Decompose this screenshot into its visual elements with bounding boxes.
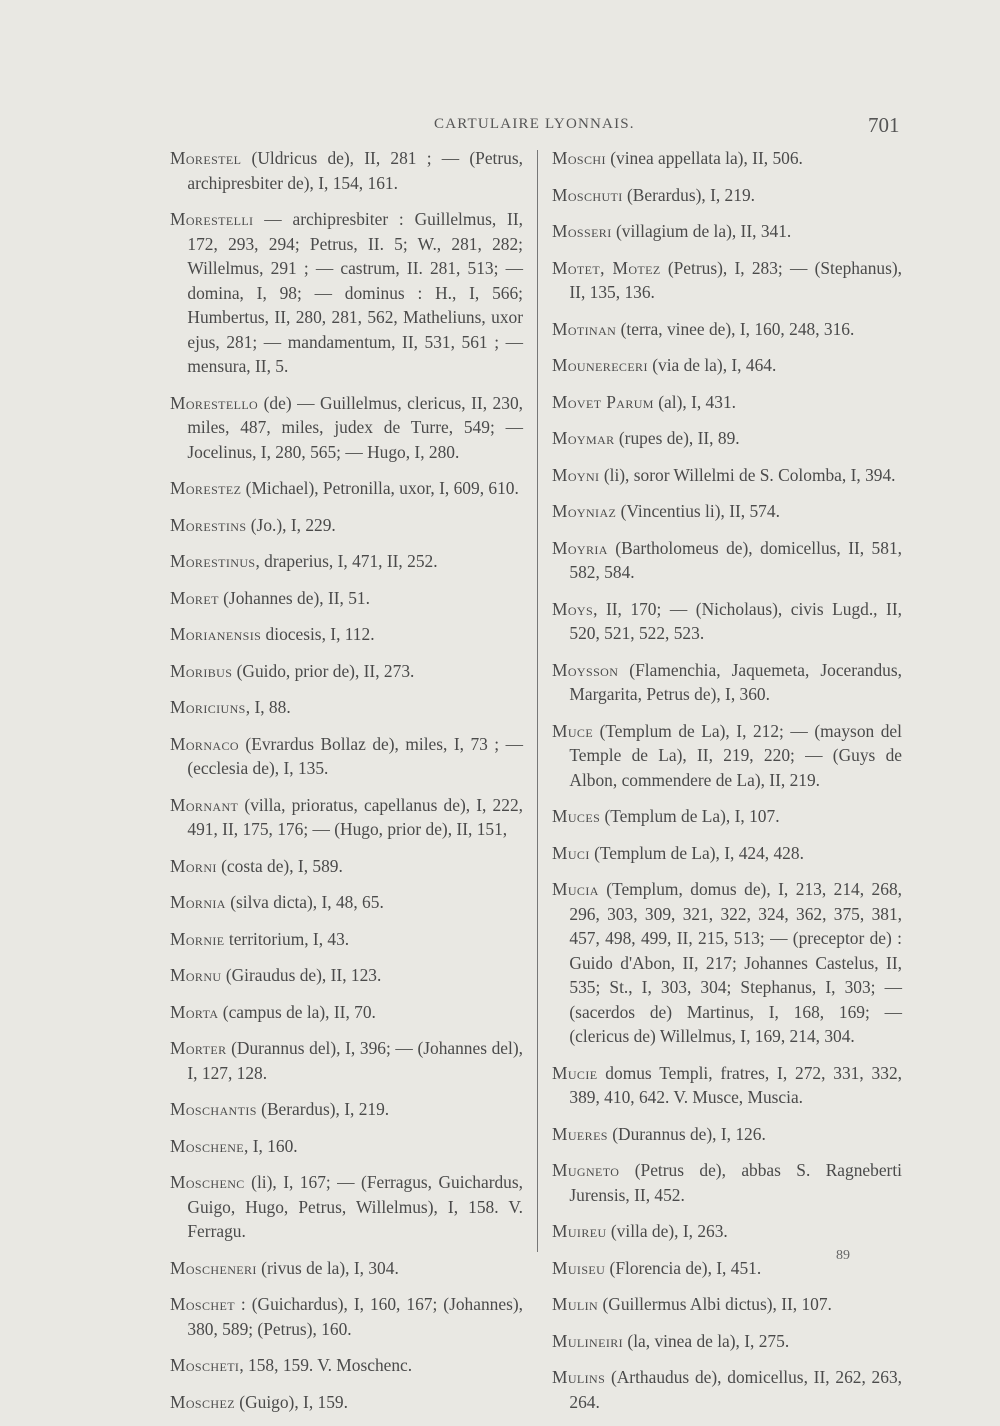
index-entry bbox=[552, 841, 902, 866]
entry-headword: Motinan bbox=[552, 318, 617, 339]
entry-headword: Moschez bbox=[170, 1391, 235, 1412]
index-entry bbox=[170, 586, 523, 611]
entry-headword: Mornie bbox=[170, 928, 225, 949]
entry-headword: Mucie bbox=[552, 1062, 598, 1083]
entry-headword: Moyria bbox=[552, 537, 608, 558]
entry-text: : (Guichardus), I, 160, 167; (Johannes), 380, 589; (Petrus), 160. bbox=[187, 1294, 523, 1339]
index-entry bbox=[552, 1292, 902, 1317]
entry-headword: Moschuti bbox=[552, 184, 623, 205]
index-entry bbox=[552, 390, 902, 415]
entry-text: territorium, I, 43. bbox=[224, 928, 350, 949]
entry-headword: Morestins bbox=[170, 514, 247, 535]
index-entry bbox=[170, 927, 523, 952]
entry-headword: Mueres bbox=[552, 1123, 608, 1144]
index-entry bbox=[552, 719, 902, 793]
entry-headword: Mornaco bbox=[170, 733, 239, 754]
entry-headword: Morter bbox=[170, 1038, 227, 1058]
entry-headword: Moschet bbox=[170, 1294, 235, 1314]
entry-headword: Moriciuns bbox=[170, 697, 246, 717]
index-entry bbox=[552, 183, 902, 208]
index-entry bbox=[552, 1219, 902, 1244]
entry-text: (Guigo), I, 159. bbox=[234, 1391, 348, 1412]
entry-headword: Morianensis bbox=[170, 624, 262, 644]
index-entry bbox=[552, 426, 902, 451]
index-entry bbox=[552, 877, 902, 1049]
entry-text: (costa de), I, 589. bbox=[216, 855, 343, 876]
entry-headword: Moymar bbox=[552, 428, 615, 448]
entry-text: (Florencia de), I, 451. bbox=[605, 1257, 762, 1278]
entry-text: (Arthaudus de), domicellus, II, 262, 263, 264. bbox=[569, 1367, 902, 1412]
entry-text: (Giraudus de), II, 123. bbox=[221, 965, 382, 985]
index-entry bbox=[170, 1097, 523, 1122]
entry-text: (al), I, 431. bbox=[653, 391, 736, 412]
entry-text: (li), soror Willelmi de S. Colomba, I, 394. bbox=[599, 464, 896, 485]
entry-text: (Flamenchia, Jaquemeta, Jocerandus, Margarita, Petrus de), I, 360. bbox=[569, 659, 902, 704]
entry-text: (Michael), Petronilla, uxor, I, 609, 610. bbox=[241, 478, 519, 498]
entry-headword: Muci bbox=[552, 842, 590, 863]
entry-headword: Morestinus bbox=[170, 551, 256, 571]
entry-headword: Muireu bbox=[552, 1221, 607, 1241]
entry-headword: Mugneto bbox=[552, 1160, 620, 1180]
entry-headword: Moscheti bbox=[170, 1355, 240, 1375]
index-entry bbox=[170, 732, 523, 781]
entry-headword: Moscheneri bbox=[170, 1257, 257, 1278]
index-entry bbox=[170, 622, 523, 647]
entry-text: (Guido, prior de), II, 273. bbox=[232, 660, 415, 681]
entry-text: (Petrus), I, 283; — (Stephanus), II, 135, 136. bbox=[569, 257, 902, 302]
entry-text: (Guillermus Albi dictus), II, 107. bbox=[598, 1294, 832, 1314]
index-entry bbox=[170, 854, 523, 879]
index-entry bbox=[552, 1061, 902, 1110]
index-entry bbox=[552, 463, 902, 488]
entry-text: domus Templi, fratres, I, 272, 331, 332, 389, 410, 642. V. Musce, Muscia. bbox=[569, 1062, 902, 1107]
index-entry bbox=[552, 146, 902, 171]
entry-text: (Petrus de), abbas S. Ragneberti Jurensis, II, 452. bbox=[569, 1160, 902, 1205]
entry-text: (rivus de la), I, 304. bbox=[256, 1257, 399, 1278]
index-entry bbox=[552, 1329, 902, 1354]
entry-text: (rupes de), II, 89. bbox=[614, 428, 740, 448]
index-entry bbox=[170, 391, 523, 465]
index-entry bbox=[552, 353, 902, 378]
entry-text: (la, vinea de la), I, 275. bbox=[623, 1330, 790, 1351]
entry-headword: Moys bbox=[552, 598, 594, 619]
entry-text: , 158, 159. V. Moschenc. bbox=[239, 1355, 413, 1375]
index-entry bbox=[170, 549, 523, 574]
index-entry bbox=[170, 1170, 523, 1244]
entry-text: (silva dicta), I, 48, 65. bbox=[225, 892, 384, 912]
entry-text: (Berardus), I, 219. bbox=[622, 184, 755, 205]
index-entry bbox=[170, 1353, 523, 1378]
index-entry bbox=[170, 1036, 523, 1085]
entry-headword: Mulineiri bbox=[552, 1330, 624, 1351]
signature-mark: 89 bbox=[836, 1248, 850, 1263]
entry-headword: Moret bbox=[170, 587, 219, 608]
index-entry bbox=[170, 1000, 523, 1025]
entry-headword: Moyni bbox=[552, 464, 600, 485]
entry-headword: Mornia bbox=[170, 892, 226, 912]
entry-headword: Muiseu bbox=[552, 1257, 606, 1278]
entry-text: (Uldricus de), II, 281 ; — (Petrus, archipresbiter de), I, 154, 161. bbox=[187, 148, 523, 193]
index-entry bbox=[170, 1292, 523, 1341]
index-entry bbox=[170, 1390, 523, 1415]
entry-text: — archipresbiter : Guillelmus, II, 172, 293, 294; Petrus, II. 5; W., 281, 282; Willelmus, 291 ; — castrum, II. 281, 513; — domina, I, 98; — dominus : H., I, 566; Humbertus, II, 280, 281, 562, Matheliuns, uxor ejus, 281; — mandamentum, II, 531, 561 ; — mensura, II, 5. bbox=[187, 209, 523, 376]
index-entry bbox=[170, 146, 523, 195]
entry-headword: Morestez bbox=[170, 478, 242, 498]
entry-text: , I, 160. bbox=[244, 1135, 298, 1156]
index-entry bbox=[552, 804, 902, 829]
entry-text: (villa de), I, 263. bbox=[606, 1221, 728, 1241]
entry-headword: Morestello bbox=[170, 392, 259, 413]
entry-text: (villa, prioratus, capellanus de), I, 222, 491, II, 175, 176; — (Hugo, prior de), II, 151, bbox=[187, 794, 523, 839]
left-column bbox=[170, 146, 523, 1426]
entry-headword: Moribus bbox=[170, 660, 233, 681]
entry-text: , draperius, I, 471, II, 252. bbox=[255, 551, 438, 571]
entry-text: (Johannes de), II, 51. bbox=[218, 587, 370, 608]
index-entry bbox=[170, 1134, 523, 1159]
index-entry bbox=[170, 659, 523, 684]
index-entry bbox=[552, 597, 902, 646]
index-entry bbox=[552, 536, 902, 585]
entry-text: (Templum de La), I, 212; — (mayson del Temple de La), II, 219, 220; — (Guys de Albon, commendere de La), II, 219. bbox=[569, 720, 902, 790]
index-entry bbox=[170, 476, 523, 501]
index-entry bbox=[552, 1365, 902, 1414]
entry-headword: Morestel bbox=[170, 148, 242, 168]
entry-headword: Mornu bbox=[170, 965, 222, 985]
entry-headword: Morni bbox=[170, 855, 217, 876]
entry-text: , I, 88. bbox=[245, 697, 291, 717]
index-entry bbox=[552, 1122, 902, 1147]
entry-headword: Mosseri bbox=[552, 221, 612, 241]
entry-headword: Morestelli bbox=[170, 209, 254, 229]
index-entry bbox=[170, 963, 523, 988]
index-entry bbox=[170, 207, 523, 379]
entry-text: (vinea appellata la), II, 506. bbox=[605, 148, 803, 168]
entry-text: (Jo.), I, 229. bbox=[246, 514, 336, 535]
index-entry bbox=[170, 513, 523, 538]
entry-text: (Templum, domus de), I, 213, 214, 268, 296, 303, 309, 321, 322, 324, 362, 375, 381, 457, 498, 499, II, 215, 513; — (preceptor de) : Guido d'Abon, II, 217; Johannes Castelus, II, 535; St., I, 303, 304; Stephanus, I, 303; — (sacerdos de) Martinus, I, 168, 169; — (clericus de) Willelmus, I, 169, 214, 304. bbox=[569, 879, 902, 1046]
index-entry bbox=[552, 499, 902, 524]
entry-headword: Mulin bbox=[552, 1294, 599, 1314]
entry-text: (Durannus del), I, 396; — (Johannes del), I, 127, 128. bbox=[187, 1038, 523, 1083]
entry-text: (Vincentius li), II, 574. bbox=[616, 501, 780, 521]
entry-headword: Moyniaz bbox=[552, 501, 617, 521]
entry-text: (Templum de La), I, 107. bbox=[600, 806, 780, 826]
index-entry bbox=[170, 793, 523, 842]
entry-text: (de) — Guillelmus, clericus, II, 230, miles, 487, miles, judex de Turre, 549; — Jocelinus, I, 280, 565; — Hugo, I, 280. bbox=[187, 392, 523, 462]
entry-headword: Muce bbox=[552, 720, 594, 741]
entry-headword: Morta bbox=[170, 1001, 219, 1022]
entry-text: (via de la), I, 464. bbox=[647, 355, 777, 375]
entry-text: (Berardus), I, 219. bbox=[256, 1099, 390, 1119]
index-entry bbox=[552, 1158, 902, 1207]
page-number: 701 bbox=[868, 113, 900, 137]
entry-text: (Evrardus Bollaz de), miles, I, 73 ; — (ecclesia de), I, 135. bbox=[187, 733, 523, 778]
index-entry bbox=[552, 256, 902, 305]
entry-headword: Muces bbox=[552, 806, 601, 826]
index-entry bbox=[552, 219, 902, 244]
entry-text: , II, 170; — (Nicholaus), civis Lugd., II, 520, 521, 522, 523. bbox=[569, 598, 902, 643]
column-divider bbox=[537, 150, 538, 1252]
entry-headword: Moysson bbox=[552, 659, 619, 680]
entry-headword: Moschi bbox=[552, 148, 606, 168]
index-entry bbox=[552, 317, 902, 342]
entry-headword: Mucia bbox=[552, 879, 599, 899]
entry-text: (terra, vinee de), I, 160, 248, 316. bbox=[616, 318, 855, 339]
entry-text: (li), I, 167; — (Ferragus, Guichardus, Guigo, Hugo, Petrus, Willelmus), I, 158. V. Ferragu. bbox=[187, 1172, 523, 1241]
entry-headword: Moschenc bbox=[170, 1172, 245, 1192]
running-title: CARTULAIRE LYONNAIS. bbox=[434, 116, 635, 132]
index-entry bbox=[170, 890, 523, 915]
entry-text: (Templum de La), I, 424, 428. bbox=[589, 842, 804, 863]
entry-text: (villagium de la), II, 341. bbox=[611, 221, 792, 241]
entry-headword: Movet Parum bbox=[552, 391, 654, 412]
entry-headword: Motet, Motez bbox=[552, 257, 661, 278]
index-entry bbox=[552, 658, 902, 707]
index-entry bbox=[170, 1256, 523, 1281]
index-entry bbox=[170, 695, 523, 720]
entry-headword: Mornant bbox=[170, 794, 239, 815]
entry-text: (Bartholomeus de), domicellus, II, 581, 582, 584. bbox=[569, 537, 902, 582]
entry-headword: Mounereceri bbox=[552, 355, 648, 375]
entry-text: diocesis, I, 112. bbox=[261, 624, 375, 644]
entry-text: (Durannus de), I, 126. bbox=[607, 1123, 766, 1144]
entry-headword: Moschantis bbox=[170, 1099, 257, 1119]
entry-text: (campus de la), II, 70. bbox=[218, 1001, 376, 1022]
entry-headword: Moschene bbox=[170, 1135, 244, 1156]
entry-headword: Mulins bbox=[552, 1367, 606, 1387]
right-column bbox=[552, 146, 902, 1426]
